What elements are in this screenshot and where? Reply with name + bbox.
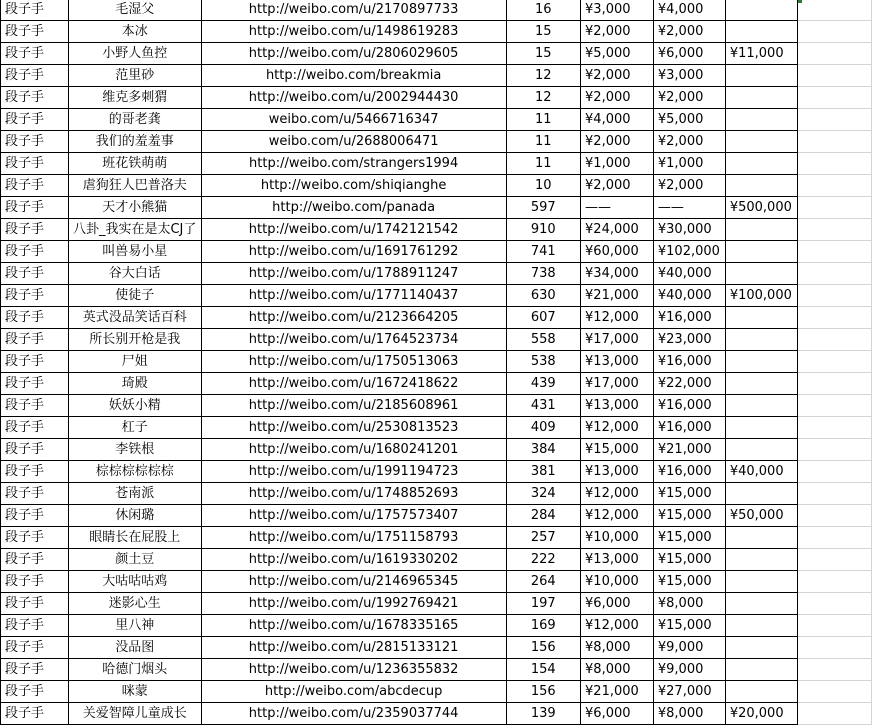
table-row [1,373,872,395]
empty-cell[interactable] [797,637,871,659]
price-cell[interactable]: ¥10,000 [581,571,654,593]
price-alt-cell[interactable]: ¥9,000 [653,659,725,681]
table-row [1,285,872,307]
weibo-url-cell[interactable]: http://weibo.com/u/1992769421 [201,593,506,615]
category-cell[interactable]: 段子手 [1,461,69,483]
extra-price-cell[interactable] [725,681,797,703]
price-cell[interactable]: ¥8,000 [581,659,654,681]
followers-cell[interactable]: 156 [506,681,580,703]
account-name-cell[interactable]: 眼睛长在屁股上 [68,527,201,549]
extra-price-cell[interactable] [725,263,797,285]
empty-cell[interactable] [797,109,871,131]
table-row [1,43,872,65]
category-cell[interactable]: 段子手 [1,373,69,395]
extra-price-cell[interactable] [725,483,797,505]
table-row [1,241,872,263]
account-name-cell[interactable]: 所长别开枪是我 [68,329,201,351]
empty-cell[interactable] [797,505,871,527]
table-row [1,417,872,439]
account-name-cell[interactable]: 李铁根 [68,439,201,461]
category-cell[interactable]: 段子手 [1,285,69,307]
table-row [1,263,872,285]
empty-cell[interactable] [797,131,871,153]
account-name-cell[interactable]: 毛湿父 [68,0,201,21]
price-alt-cell[interactable]: ¥15,000 [653,527,725,549]
price-cell[interactable]: ¥12,000 [581,505,654,527]
weibo-url-cell[interactable]: http://weibo.com/u/1757573407 [201,505,506,527]
account-name-cell[interactable]: 咪蒙 [68,681,201,703]
price-alt-cell[interactable]: ¥16,000 [653,351,725,373]
empty-cell[interactable] [797,483,871,505]
weibo-url-cell[interactable]: weibo.com/u/5466716347 [201,109,506,131]
weibo-url-cell[interactable]: http://weibo.com/shiqianghe [201,175,506,197]
price-alt-cell[interactable]: ¥6,000 [653,43,725,65]
weibo-url-cell[interactable]: http://weibo.com/u/2806029605 [201,43,506,65]
price-cell[interactable]: ¥5,000 [581,43,654,65]
price-alt-cell[interactable]: ¥40,000 [653,285,725,307]
price-alt-cell[interactable]: ¥4,000 [653,0,725,21]
price-alt-cell[interactable]: ¥15,000 [653,615,725,637]
weibo-url-cell[interactable]: http://weibo.com/u/1748852693 [201,483,506,505]
category-cell[interactable]: 段子手 [1,439,69,461]
empty-cell[interactable] [797,549,871,571]
empty-cell[interactable] [797,351,871,373]
followers-cell[interactable]: 741 [506,241,580,263]
empty-cell[interactable] [797,395,871,417]
followers-cell[interactable]: 154 [506,659,580,681]
followers-cell[interactable]: 11 [506,153,580,175]
selection-corner [798,0,802,3]
category-cell[interactable]: 段子手 [1,395,69,417]
category-cell[interactable]: 段子手 [1,131,69,153]
extra-price-cell[interactable] [725,659,797,681]
account-name-cell[interactable]: 棕棕棕棕棕棕 [68,461,201,483]
table-row [1,87,872,109]
weibo-url-cell[interactable]: http://weibo.com/u/1750513063 [201,351,506,373]
followers-cell[interactable]: 15 [506,43,580,65]
followers-cell[interactable]: 630 [506,285,580,307]
price-alt-cell[interactable]: ¥16,000 [653,417,725,439]
price-cell[interactable]: ¥4,000 [581,109,654,131]
category-cell[interactable]: 段子手 [1,659,69,681]
extra-price-cell[interactable] [725,65,797,87]
account-name-cell[interactable]: 尸姐 [68,351,201,373]
category-cell[interactable]: 段子手 [1,153,69,175]
empty-cell[interactable] [797,175,871,197]
category-cell[interactable]: 段子手 [1,87,69,109]
account-name-cell[interactable]: 里八神 [68,615,201,637]
extra-price-cell[interactable] [725,241,797,263]
followers-cell[interactable]: 538 [506,351,580,373]
category-cell[interactable]: 段子手 [1,571,69,593]
extra-price-cell[interactable] [725,637,797,659]
category-cell[interactable]: 段子手 [1,417,69,439]
followers-cell[interactable]: 15 [506,21,580,43]
price-alt-cell[interactable]: ¥22,000 [653,373,725,395]
empty-cell[interactable] [797,615,871,637]
account-name-cell[interactable]: 杠子 [68,417,201,439]
category-cell[interactable]: 段子手 [1,351,69,373]
price-cell[interactable]: ¥2,000 [581,175,654,197]
empty-cell[interactable] [797,571,871,593]
weibo-url-cell[interactable]: http://weibo.com/u/1672418622 [201,373,506,395]
followers-cell[interactable]: 169 [506,615,580,637]
table-row [1,593,872,615]
price-alt-cell[interactable]: ¥16,000 [653,461,725,483]
extra-price-cell[interactable] [725,351,797,373]
category-cell[interactable]: 段子手 [1,527,69,549]
table-row [1,571,872,593]
weibo-url-cell[interactable]: http://weibo.com/u/2530813523 [201,417,506,439]
price-alt-cell[interactable]: ¥30,000 [653,219,725,241]
price-cell[interactable]: ¥17,000 [581,329,654,351]
price-alt-cell[interactable]: ¥40,000 [653,263,725,285]
weibo-url-cell[interactable]: http://weibo.com/u/1742121542 [201,219,506,241]
extra-price-cell[interactable]: ¥40,000 [725,461,797,483]
table-row [1,461,872,483]
price-alt-cell[interactable]: ¥2,000 [653,21,725,43]
followers-cell[interactable]: 439 [506,373,580,395]
empty-cell[interactable] [797,153,871,175]
followers-cell[interactable]: 222 [506,549,580,571]
empty-cell[interactable] [797,417,871,439]
account-name-cell[interactable]: 虐狗狂人巴普洛夫 [68,175,201,197]
price-cell[interactable]: ¥1,000 [581,153,654,175]
account-name-cell[interactable]: 使徒子 [68,285,201,307]
empty-cell[interactable] [797,87,871,109]
category-cell[interactable]: 段子手 [1,593,69,615]
weibo-url-cell[interactable]: http://weibo.com/u/1788911247 [201,263,506,285]
extra-price-cell[interactable] [725,21,797,43]
empty-cell[interactable] [797,329,871,351]
followers-cell[interactable]: 11 [506,109,580,131]
account-name-cell[interactable]: 哈德门烟头 [68,659,201,681]
empty-cell[interactable] [797,703,871,725]
account-name-cell[interactable]: 八卦_我实在是太CJ了 [68,219,201,241]
followers-cell[interactable]: 597 [506,197,580,219]
price-alt-cell[interactable]: ¥21,000 [653,439,725,461]
category-cell[interactable]: 段子手 [1,703,69,725]
empty-cell[interactable] [797,0,871,21]
price-cell[interactable]: ¥24,000 [581,219,654,241]
weibo-url-cell[interactable]: http://weibo.com/u/1691761292 [201,241,506,263]
extra-price-cell[interactable]: ¥500,000 [725,197,797,219]
account-name-cell[interactable]: 没品图 [68,637,201,659]
empty-cell[interactable] [797,219,871,241]
table-row [1,505,872,527]
table-row [1,637,872,659]
followers-cell[interactable]: 431 [506,395,580,417]
weibo-url-cell[interactable]: weibo.com/u/2688006471 [201,131,506,153]
account-name-cell[interactable]: 大咕咕咕鸡 [68,571,201,593]
followers-cell[interactable]: 284 [506,505,580,527]
weibo-url-cell[interactable]: http://weibo.com/u/2002944430 [201,87,506,109]
price-cell[interactable]: ¥3,000 [581,0,654,21]
extra-price-cell[interactable] [725,219,797,241]
empty-cell[interactable] [797,285,871,307]
empty-cell[interactable] [797,241,871,263]
price-cell[interactable]: ¥13,000 [581,351,654,373]
category-cell[interactable]: 段子手 [1,615,69,637]
price-alt-cell[interactable]: ¥8,000 [653,703,725,725]
account-name-cell[interactable]: 我们的羞羞事 [68,131,201,153]
followers-cell[interactable]: 384 [506,439,580,461]
price-cell[interactable]: ¥12,000 [581,483,654,505]
account-name-cell[interactable]: 叫兽易小星 [68,241,201,263]
category-cell[interactable]: 段子手 [1,241,69,263]
price-alt-cell[interactable]: —— [653,197,725,219]
category-cell[interactable]: 段子手 [1,219,69,241]
price-alt-cell[interactable]: ¥2,000 [653,131,725,153]
category-cell[interactable]: 段子手 [1,483,69,505]
weibo-url-cell[interactable]: http://weibo.com/u/2123664205 [201,307,506,329]
weibo-url-cell[interactable]: http://weibo.com/u/1764523734 [201,329,506,351]
account-name-cell[interactable]: 小野人鱼控 [68,43,201,65]
price-cell[interactable]: ¥60,000 [581,241,654,263]
extra-price-cell[interactable] [725,109,797,131]
table-row [1,0,872,21]
extra-price-cell[interactable] [725,571,797,593]
account-name-cell[interactable]: 英式没品笑话百科 [68,307,201,329]
category-cell[interactable]: 段子手 [1,505,69,527]
account-name-cell[interactable]: 颜土豆 [68,549,201,571]
extra-price-cell[interactable] [725,153,797,175]
price-alt-cell[interactable]: ¥15,000 [653,549,725,571]
category-cell[interactable]: 段子手 [1,0,69,21]
category-cell[interactable]: 段子手 [1,43,69,65]
followers-cell[interactable]: 139 [506,703,580,725]
table-row [1,131,872,153]
table-row [1,307,872,329]
extra-price-cell[interactable]: ¥50,000 [725,505,797,527]
empty-cell[interactable] [797,263,871,285]
table-row [1,549,872,571]
account-name-cell[interactable]: 关爱智障儿童成长 [68,703,201,725]
extra-price-cell[interactable] [725,527,797,549]
empty-cell[interactable] [797,681,871,703]
extra-price-cell[interactable] [725,131,797,153]
price-cell[interactable]: ¥6,000 [581,703,654,725]
followers-cell[interactable]: 264 [506,571,580,593]
extra-price-cell[interactable] [725,417,797,439]
empty-cell[interactable] [797,43,871,65]
table-row [1,175,872,197]
price-alt-cell[interactable]: ¥23,000 [653,329,725,351]
extra-price-cell[interactable]: ¥100,000 [725,285,797,307]
empty-cell[interactable] [797,65,871,87]
category-cell[interactable]: 段子手 [1,197,69,219]
weibo-url-cell[interactable]: http://weibo.com/u/2146965345 [201,571,506,593]
account-name-cell[interactable]: 范里砂 [68,65,201,87]
price-cell[interactable]: ¥15,000 [581,439,654,461]
category-cell[interactable]: 段子手 [1,681,69,703]
weibo-url-cell[interactable]: http://weibo.com/strangers1994 [201,153,506,175]
followers-cell[interactable]: 10 [506,175,580,197]
extra-price-cell[interactable] [725,615,797,637]
empty-cell[interactable] [797,461,871,483]
empty-cell[interactable] [797,307,871,329]
price-cell[interactable]: ¥2,000 [581,21,654,43]
price-alt-cell[interactable]: ¥102,000 [653,241,725,263]
price-cell[interactable]: —— [581,197,654,219]
price-alt-cell[interactable]: ¥16,000 [653,395,725,417]
category-cell[interactable]: 段子手 [1,329,69,351]
extra-price-cell[interactable] [725,439,797,461]
price-alt-cell[interactable]: ¥8,000 [653,593,725,615]
weibo-url-cell[interactable]: http://weibo.com/u/1498619283 [201,21,506,43]
price-alt-cell[interactable]: ¥15,000 [653,571,725,593]
extra-price-cell[interactable]: ¥11,000 [725,43,797,65]
weibo-url-cell[interactable]: http://weibo.com/panada [201,197,506,219]
weibo-url-cell[interactable]: http://weibo.com/breakmia [201,65,506,87]
account-name-cell[interactable]: 本冰 [68,21,201,43]
followers-cell[interactable]: 12 [506,87,580,109]
table-row [1,395,872,417]
table-row [1,351,872,373]
weibo-url-cell[interactable]: http://weibo.com/u/2359037744 [201,703,506,725]
weibo-url-cell[interactable]: http://weibo.com/u/1619330202 [201,549,506,571]
followers-cell[interactable]: 16 [506,0,580,21]
price-cell[interactable]: ¥21,000 [581,681,654,703]
account-name-cell[interactable]: 维克多刺猬 [68,87,201,109]
weibo-url-cell[interactable]: http://weibo.com/u/1771140437 [201,285,506,307]
category-cell[interactable]: 段子手 [1,109,69,131]
price-cell[interactable]: ¥12,000 [581,615,654,637]
table-row [1,681,872,703]
price-cell[interactable]: ¥8,000 [581,637,654,659]
price-cell[interactable]: ¥2,000 [581,87,654,109]
followers-cell[interactable]: 12 [506,65,580,87]
table-row [1,197,872,219]
category-cell[interactable]: 段子手 [1,549,69,571]
spreadsheet-body [1,0,872,725]
extra-price-cell[interactable] [725,307,797,329]
empty-cell[interactable] [797,593,871,615]
weibo-url-cell[interactable]: http://weibo.com/u/2815133121 [201,637,506,659]
extra-price-cell[interactable] [725,175,797,197]
empty-cell[interactable] [797,21,871,43]
empty-cell[interactable] [797,527,871,549]
weibo-url-cell[interactable]: http://weibo.com/u/2170897733 [201,0,506,21]
price-cell[interactable]: ¥13,000 [581,549,654,571]
price-alt-cell[interactable]: ¥27,000 [653,681,725,703]
table-row [1,329,872,351]
weibo-url-cell[interactable]: http://weibo.com/u/1680241201 [201,439,506,461]
price-cell[interactable]: ¥2,000 [581,131,654,153]
table-row [1,65,872,87]
followers-cell[interactable]: 558 [506,329,580,351]
account-name-cell[interactable]: 休闲璐 [68,505,201,527]
weibo-url-cell[interactable]: http://weibo.com/u/2185608961 [201,395,506,417]
table-row [1,439,872,461]
weibo-url-cell[interactable]: http://weibo.com/u/1991194723 [201,461,506,483]
account-name-cell[interactable]: 琦殿 [68,373,201,395]
price-alt-cell[interactable]: ¥5,000 [653,109,725,131]
price-alt-cell[interactable]: ¥9,000 [653,637,725,659]
weibo-url-cell[interactable]: http://weibo.com/u/1678335165 [201,615,506,637]
table-row [1,483,872,505]
price-cell[interactable]: ¥21,000 [581,285,654,307]
price-cell[interactable]: ¥2,000 [581,65,654,87]
account-name-cell[interactable]: 的哥老龚 [68,109,201,131]
extra-price-cell[interactable] [725,549,797,571]
followers-cell[interactable]: 257 [506,527,580,549]
account-name-cell[interactable]: 迷影心生 [68,593,201,615]
price-alt-cell[interactable]: ¥16,000 [653,307,725,329]
price-alt-cell[interactable]: ¥2,000 [653,87,725,109]
empty-cell[interactable] [797,439,871,461]
price-alt-cell[interactable]: ¥15,000 [653,483,725,505]
followers-cell[interactable]: 156 [506,637,580,659]
empty-cell[interactable] [797,373,871,395]
price-alt-cell[interactable]: ¥1,000 [653,153,725,175]
followers-cell[interactable]: 381 [506,461,580,483]
extra-price-cell[interactable] [725,593,797,615]
followers-cell[interactable]: 910 [506,219,580,241]
weibo-url-cell[interactable]: http://weibo.com/abcdecup [201,681,506,703]
followers-cell[interactable]: 11 [506,131,580,153]
price-cell[interactable]: ¥34,000 [581,263,654,285]
category-cell[interactable]: 段子手 [1,65,69,87]
followers-cell[interactable]: 409 [506,417,580,439]
price-cell[interactable]: ¥17,000 [581,373,654,395]
price-cell[interactable]: ¥13,000 [581,395,654,417]
category-cell[interactable]: 段子手 [1,175,69,197]
account-name-cell[interactable]: 苍南派 [68,483,201,505]
category-cell[interactable]: 段子手 [1,21,69,43]
followers-cell[interactable]: 738 [506,263,580,285]
table-row [1,527,872,549]
weibo-url-cell[interactable]: http://weibo.com/u/1751158793 [201,527,506,549]
price-cell[interactable]: ¥6,000 [581,593,654,615]
price-alt-cell[interactable]: ¥2,000 [653,175,725,197]
followers-cell[interactable]: 197 [506,593,580,615]
account-name-cell[interactable]: 谷大白话 [68,263,201,285]
table-row [1,219,872,241]
followers-cell[interactable]: 324 [506,483,580,505]
price-cell[interactable]: ¥13,000 [581,461,654,483]
followers-cell[interactable]: 607 [506,307,580,329]
extra-price-cell[interactable] [725,87,797,109]
price-cell[interactable]: ¥12,000 [581,417,654,439]
extra-price-cell[interactable] [725,0,797,21]
extra-price-cell[interactable] [725,395,797,417]
account-name-cell[interactable]: 妖妖小精 [68,395,201,417]
table-row [1,703,872,725]
category-cell[interactable]: 段子手 [1,263,69,285]
account-name-cell[interactable]: 班花铁萌萌 [68,153,201,175]
empty-cell[interactable] [797,659,871,681]
table-row [1,615,872,637]
table-row [1,153,872,175]
price-cell[interactable]: ¥12,000 [581,307,654,329]
price-alt-cell[interactable]: ¥15,000 [653,505,725,527]
account-name-cell[interactable]: 天才小熊猫 [68,197,201,219]
table-row [1,21,872,43]
empty-cell[interactable] [797,197,871,219]
weibo-url-cell[interactable]: http://weibo.com/u/1236355832 [201,659,506,681]
price-cell[interactable]: ¥10,000 [581,527,654,549]
extra-price-cell[interactable] [725,373,797,395]
table-row [1,659,872,681]
price-alt-cell[interactable]: ¥3,000 [653,65,725,87]
extra-price-cell[interactable]: ¥20,000 [725,703,797,725]
extra-price-cell[interactable] [725,329,797,351]
category-cell[interactable]: 段子手 [1,637,69,659]
category-cell[interactable]: 段子手 [1,307,69,329]
table-row [1,109,872,131]
